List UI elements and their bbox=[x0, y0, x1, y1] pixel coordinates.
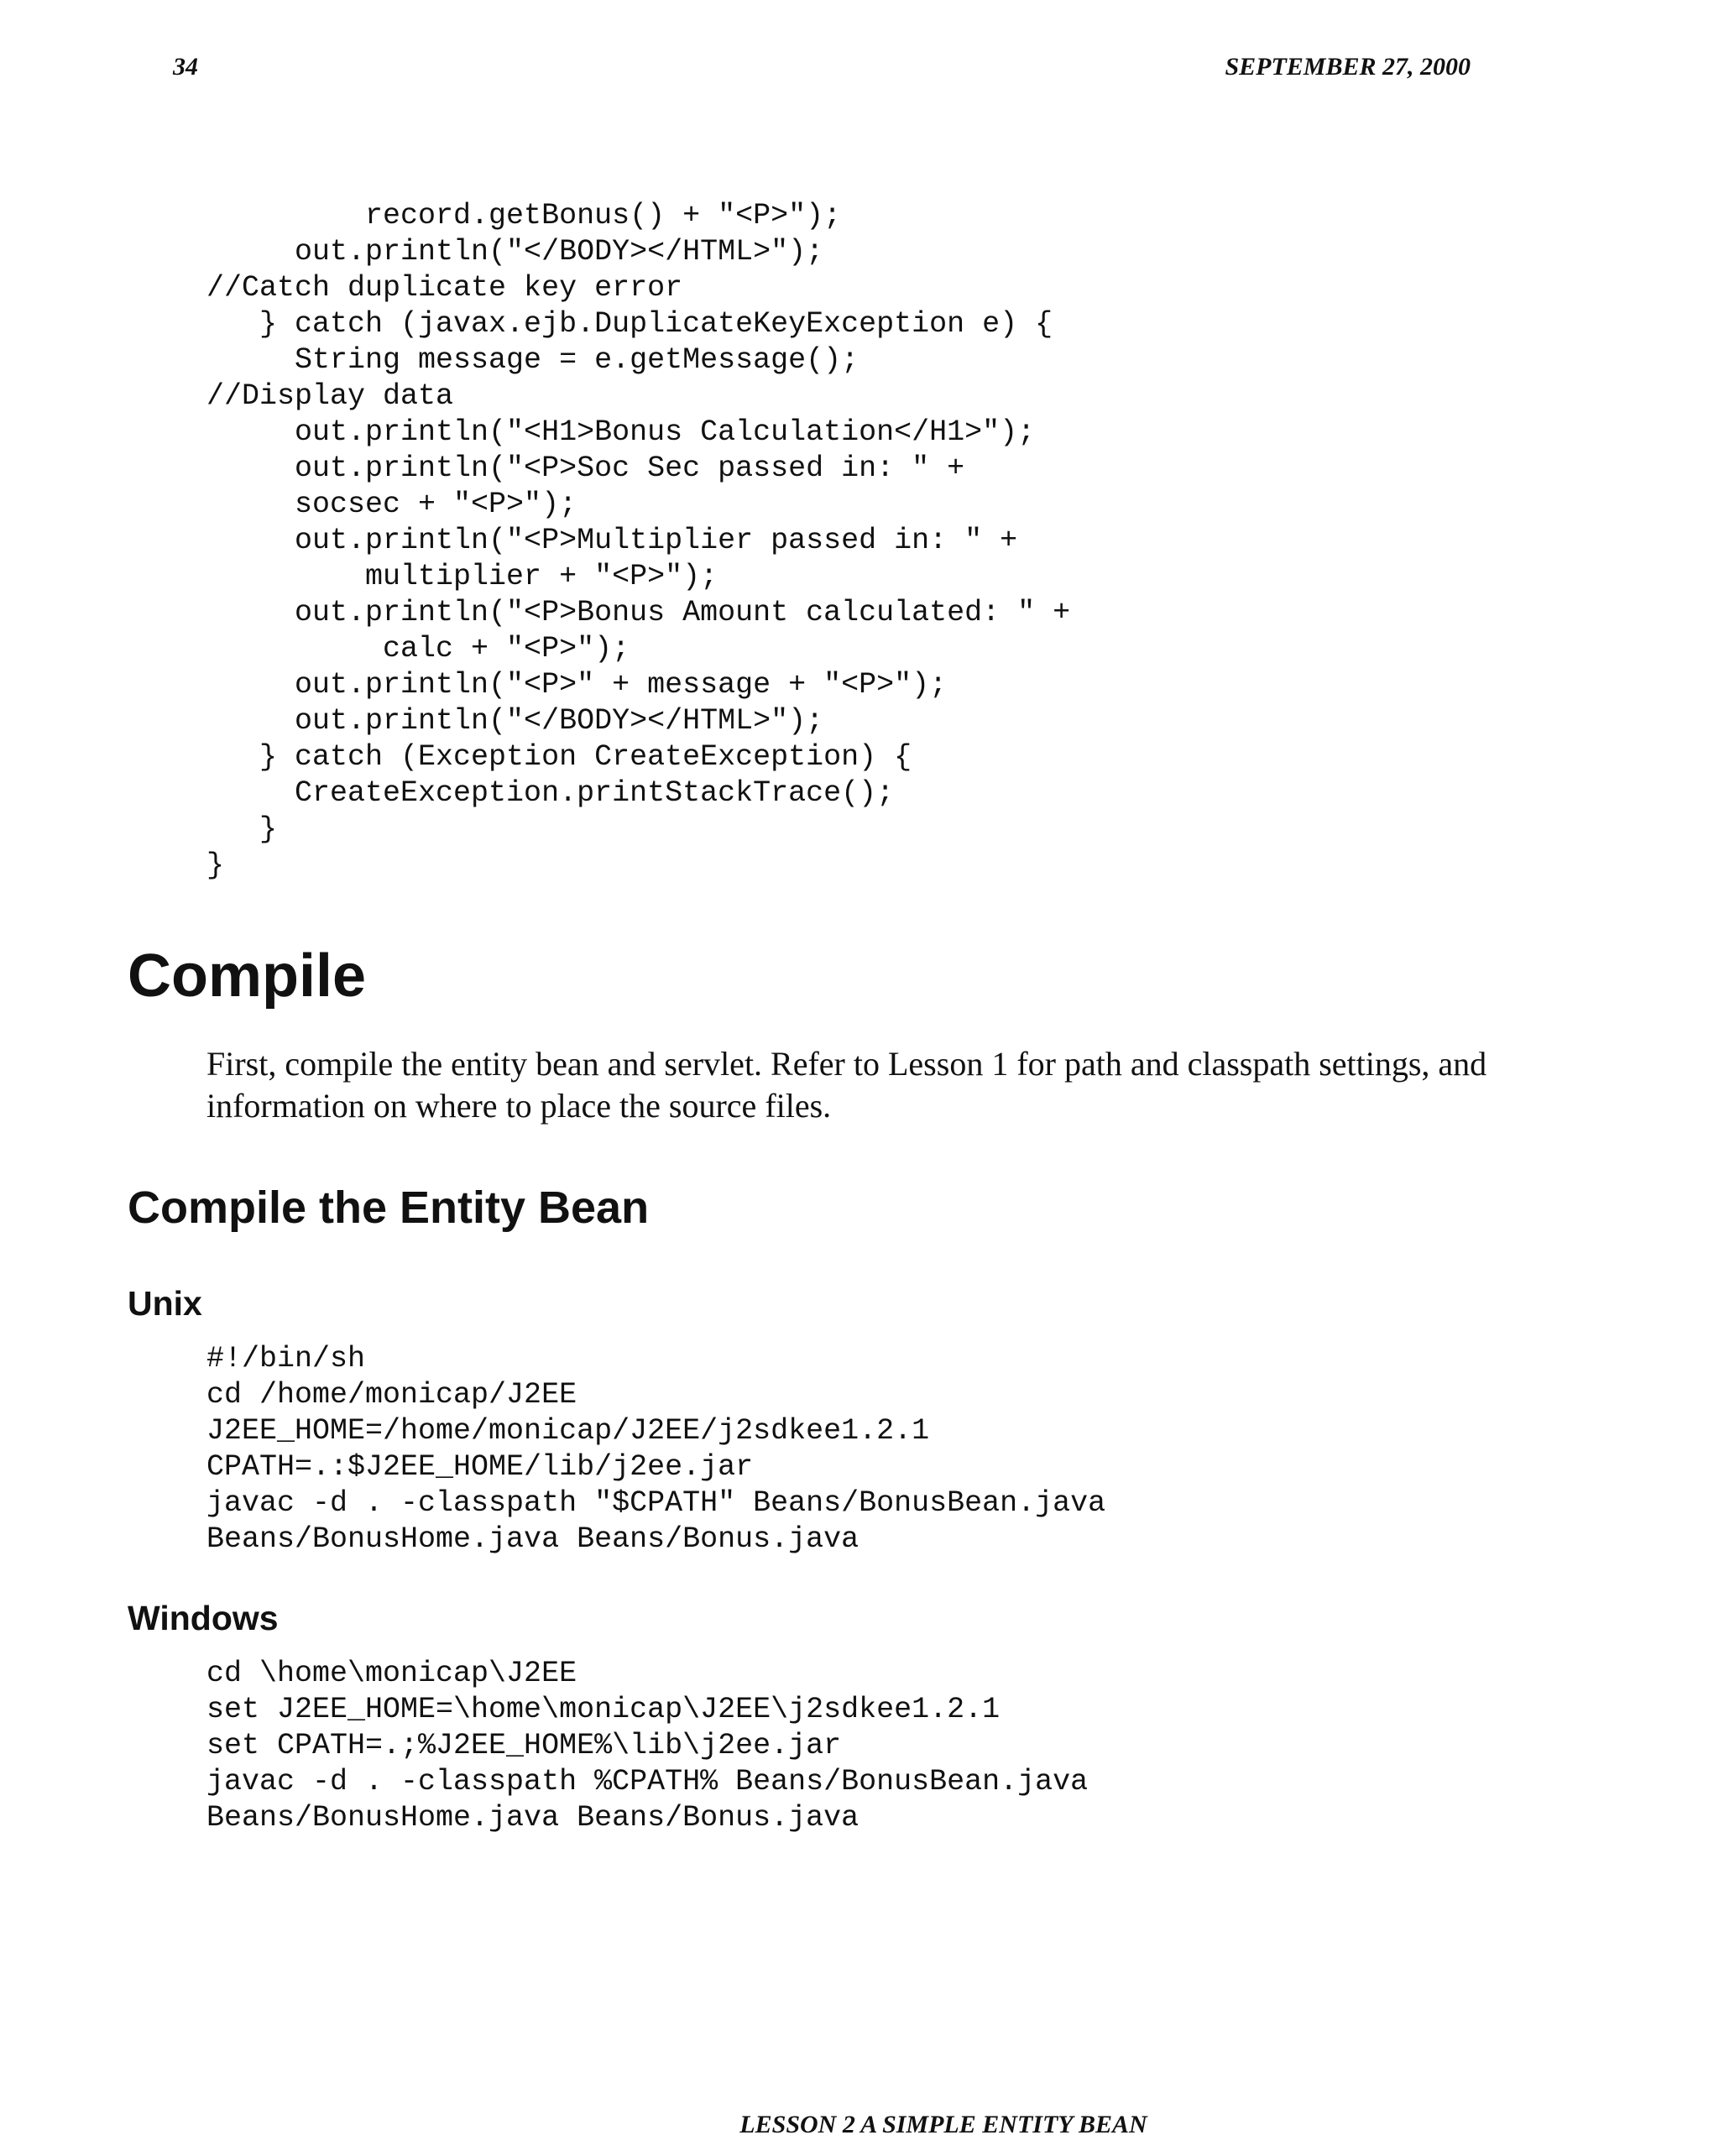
section-paragraph: First, compile the entity bean and servlet. Refer to Lesson 1 for path and classpath settings, and information on where to place the source files. bbox=[206, 1045, 1487, 1125]
header-date: SEPTEMBER 27, 2000 bbox=[1225, 53, 1471, 81]
code-block-servlet: record.getBonus() + "<P>"); out.println("</BODY></HTML>"); //Catch duplicate key error } catch (javax.ejb.DuplicateKeyException e) { String message = e.getMessage(); //Display data out.println("<H1>Bonus Calculation</H1>"); out.println("<P>Soc Sec passed in: " + socsec + "<P>"); out.println("<P>Multiplier passed in: " + multiplier + "<P>"); out.println("<P>Bonus Amount calculated: " + calc + "<P>"); out.println("<P>" + message + "<P>"); out.println("</BODY></HTML>"); } catch (Exception CreateException) { CreateException.printStackTrace(); } } bbox=[206, 199, 1071, 882]
page-footer: LESSON 2 A SIMPLE ENTITY BEAN bbox=[739, 2111, 1147, 2138]
page-number: 34 bbox=[173, 53, 198, 81]
code-block-unix: #!/bin/sh cd /home/monicap/J2EE J2EE_HOME=/home/monicap/J2EE/j2sdkee1.2.1 CPATH=.:$J2EE_HOME/lib/j2ee.jar javac -d . -classpath "$CPATH" Beans/BonusBean.java Beans/BonusHome.java Beans/Bonus.java bbox=[206, 1342, 1106, 1556]
section-heading-compile: Compile bbox=[128, 942, 367, 1010]
subsection-heading-compile-entity-bean: Compile the Entity Bean bbox=[128, 1182, 650, 1233]
code-block-windows: cd \home\monicap\J2EE set J2EE_HOME=\home\monicap\J2EE\j2sdkee1.2.1 set CPATH=.;%J2EE_HOME%\lib\j2ee.jar javac -d . -classpath %CPATH% Beans/BonusBean.java Beans/BonusHome.java Beans/Bonus.java bbox=[206, 1657, 1089, 1835]
heading-unix: Unix bbox=[128, 1284, 202, 1323]
heading-windows: Windows bbox=[128, 1599, 279, 1637]
